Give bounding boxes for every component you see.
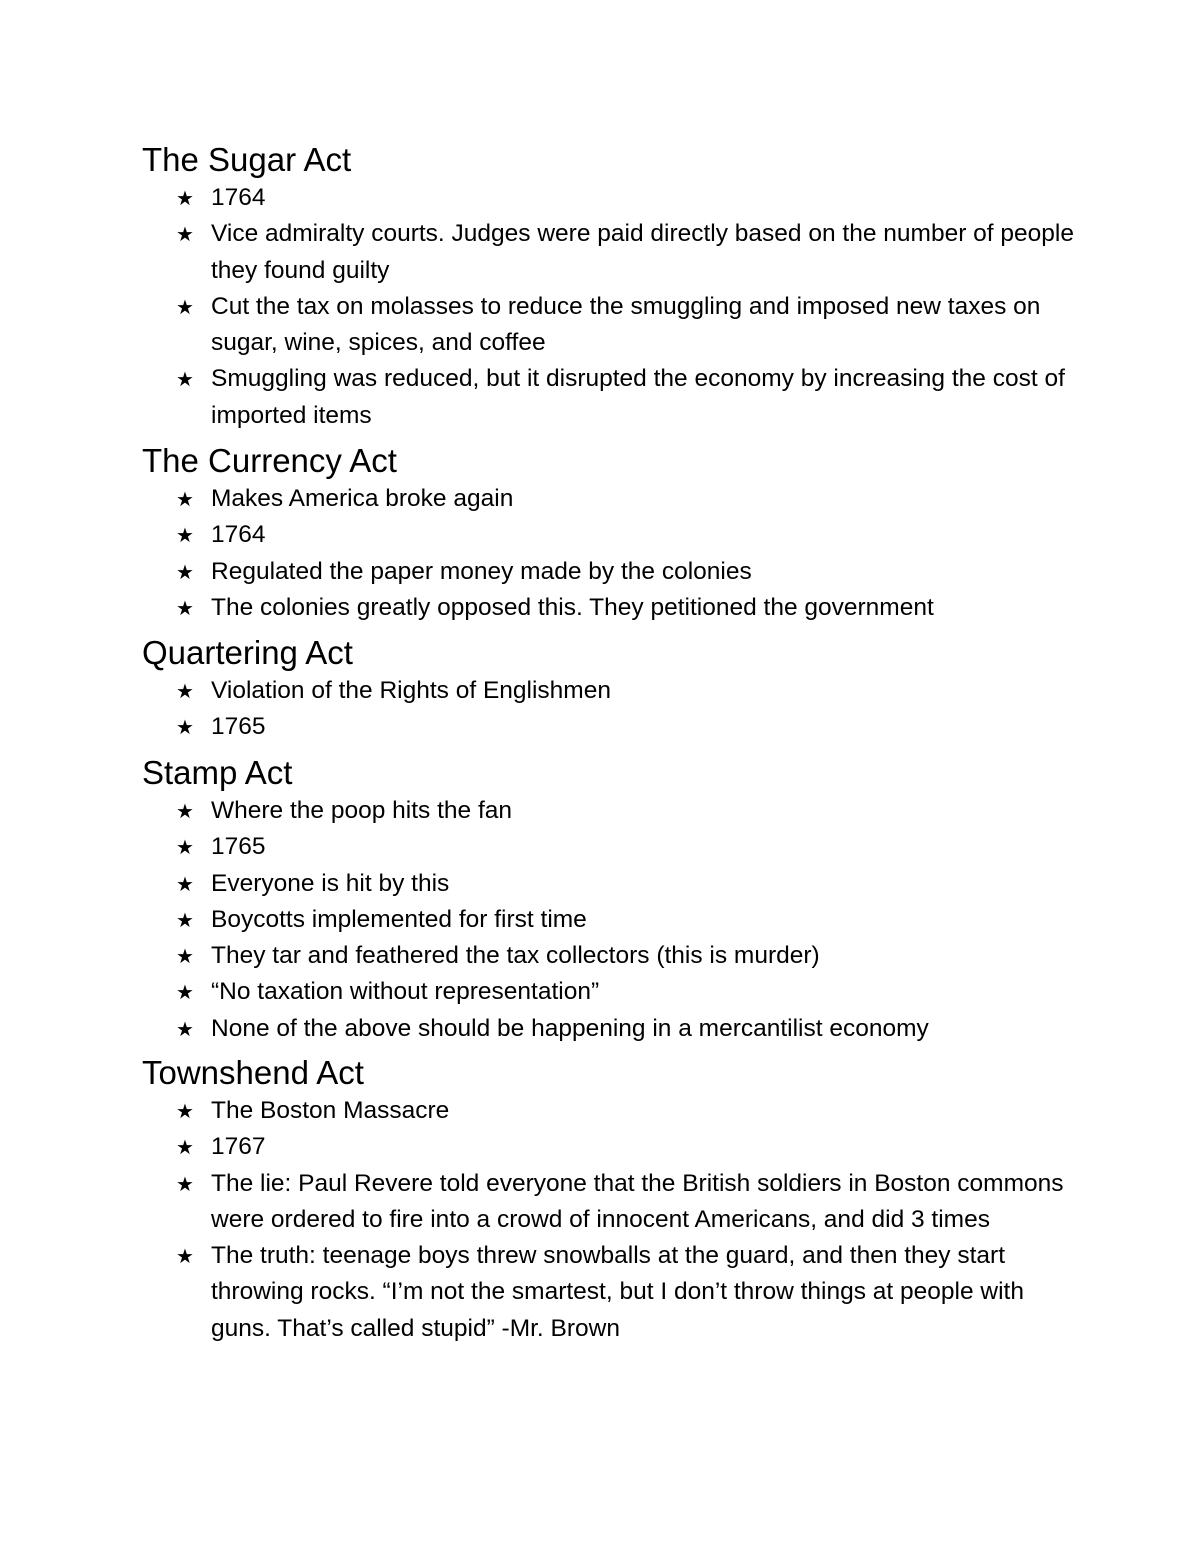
list-item [141, 180, 1082, 216]
star-bullet-icon: ★ [176, 1244, 194, 1269]
list-item-text: The truth: teenage boys threw snowballs at the guard, and then they start throwing rocks. “I’m not the smartest, but I don’t throw things at people with guns. That’s called stupid” -Mr. Brown [211, 1242, 1024, 1342]
star-bullet-icon: ★ [176, 222, 194, 247]
list-item-text: 1764 [211, 521, 266, 549]
bullet-list [142, 1093, 1082, 1347]
list-item [141, 829, 1082, 865]
list-item-text: They tar and feathered the tax collectors (this is murder) [211, 942, 820, 970]
bullet-list [142, 673, 1082, 746]
star-bullet-icon: ★ [176, 679, 194, 703]
section-heading: The Sugar Act [142, 141, 352, 178]
star-bullet-icon: ★ [176, 944, 194, 969]
star-bullet-icon: ★ [176, 1016, 194, 1041]
star-bullet-icon: ★ [176, 1135, 194, 1160]
section-heading: Quartering Act [142, 634, 353, 671]
list-item [141, 1011, 1082, 1047]
list-item-text: “No taxation without representation” [211, 978, 600, 1006]
star-bullet-icon: ★ [176, 715, 194, 740]
list-item-text: Makes America broke again [211, 485, 514, 512]
bullet-list [142, 793, 1082, 1047]
section-currency-act [142, 443, 1082, 626]
list-item [141, 554, 1082, 590]
list-item [141, 1129, 1082, 1165]
star-bullet-icon: ★ [176, 367, 194, 392]
star-bullet-icon: ★ [176, 871, 194, 896]
star-bullet-icon: ★ [176, 559, 194, 584]
section-heading: The Currency Act [142, 442, 397, 479]
list-item [141, 517, 1082, 553]
section-quartering-act [142, 635, 1082, 746]
list-item [141, 216, 1082, 289]
star-bullet-icon: ★ [176, 294, 194, 319]
star-bullet-icon: ★ [176, 487, 194, 511]
list-item [141, 1093, 1082, 1129]
list-item-text: Violation of the Rights of Englishmen [211, 677, 611, 704]
star-bullet-icon: ★ [176, 799, 194, 823]
list-item [141, 590, 1082, 626]
list-item-text: 1765 [211, 833, 266, 861]
list-item-text: Everyone is hit by this [211, 869, 450, 897]
star-bullet-icon: ★ [176, 980, 194, 1005]
list-item-text: 1767 [211, 1133, 266, 1161]
section-heading: Townshend Act [142, 1054, 364, 1091]
list-item [141, 902, 1082, 938]
list-item-text: Regulated the paper money made by the colonies [211, 557, 752, 585]
list-item-text: The lie: Paul Revere told everyone that the British soldiers in Boston commons were ordered to fire into a crowd of innocent Americans, and did 3 times [211, 1169, 1064, 1233]
list-item [141, 793, 1082, 829]
list-item-text: None of the above should be happening in a mercantilist economy [211, 1014, 929, 1042]
bullet-list [142, 481, 1082, 626]
list-item [141, 1238, 1082, 1347]
bullet-list [142, 180, 1082, 434]
list-item [141, 1166, 1082, 1239]
list-item-text: Cut the tax on molasses to reduce the smuggling and imposed new taxes on sugar, wine, spices, and coffee [211, 292, 1041, 357]
list-item [141, 866, 1082, 902]
section-townshend-act [142, 1055, 1082, 1347]
list-item-text: 1764 [211, 184, 266, 211]
section-stamp-act [142, 755, 1082, 1047]
list-item [141, 673, 1082, 709]
star-bullet-icon: ★ [176, 595, 194, 620]
list-item-text: Boycotts implemented for first time [211, 905, 587, 933]
star-bullet-icon: ★ [176, 835, 194, 860]
list-item-text: 1765 [211, 713, 266, 741]
list-item [141, 974, 1082, 1010]
star-bullet-icon: ★ [176, 186, 194, 210]
list-item [141, 361, 1082, 434]
list-item-text: Smuggling was reduced, but it disrupted the economy by increasing the cost of imported items [211, 365, 1065, 429]
list-item [141, 289, 1082, 362]
list-item [141, 481, 1082, 517]
list-item [141, 938, 1082, 974]
section-heading: Stamp Act [142, 754, 293, 791]
section-sugar-act [142, 142, 1082, 434]
star-bullet-icon: ★ [176, 907, 194, 932]
star-bullet-icon: ★ [176, 1171, 194, 1196]
star-bullet-icon: ★ [176, 523, 194, 548]
list-item-text: The colonies greatly opposed this. They petitioned the government [211, 593, 934, 621]
list-item-text: The Boston Massacre [211, 1097, 450, 1124]
list-item-text: Where the poop hits the fan [211, 797, 512, 824]
list-item-text: Vice admiralty courts. Judges were paid directly based on the number of people they found guilty [211, 220, 1074, 284]
star-bullet-icon: ★ [176, 1099, 194, 1123]
list-item [141, 709, 1082, 745]
